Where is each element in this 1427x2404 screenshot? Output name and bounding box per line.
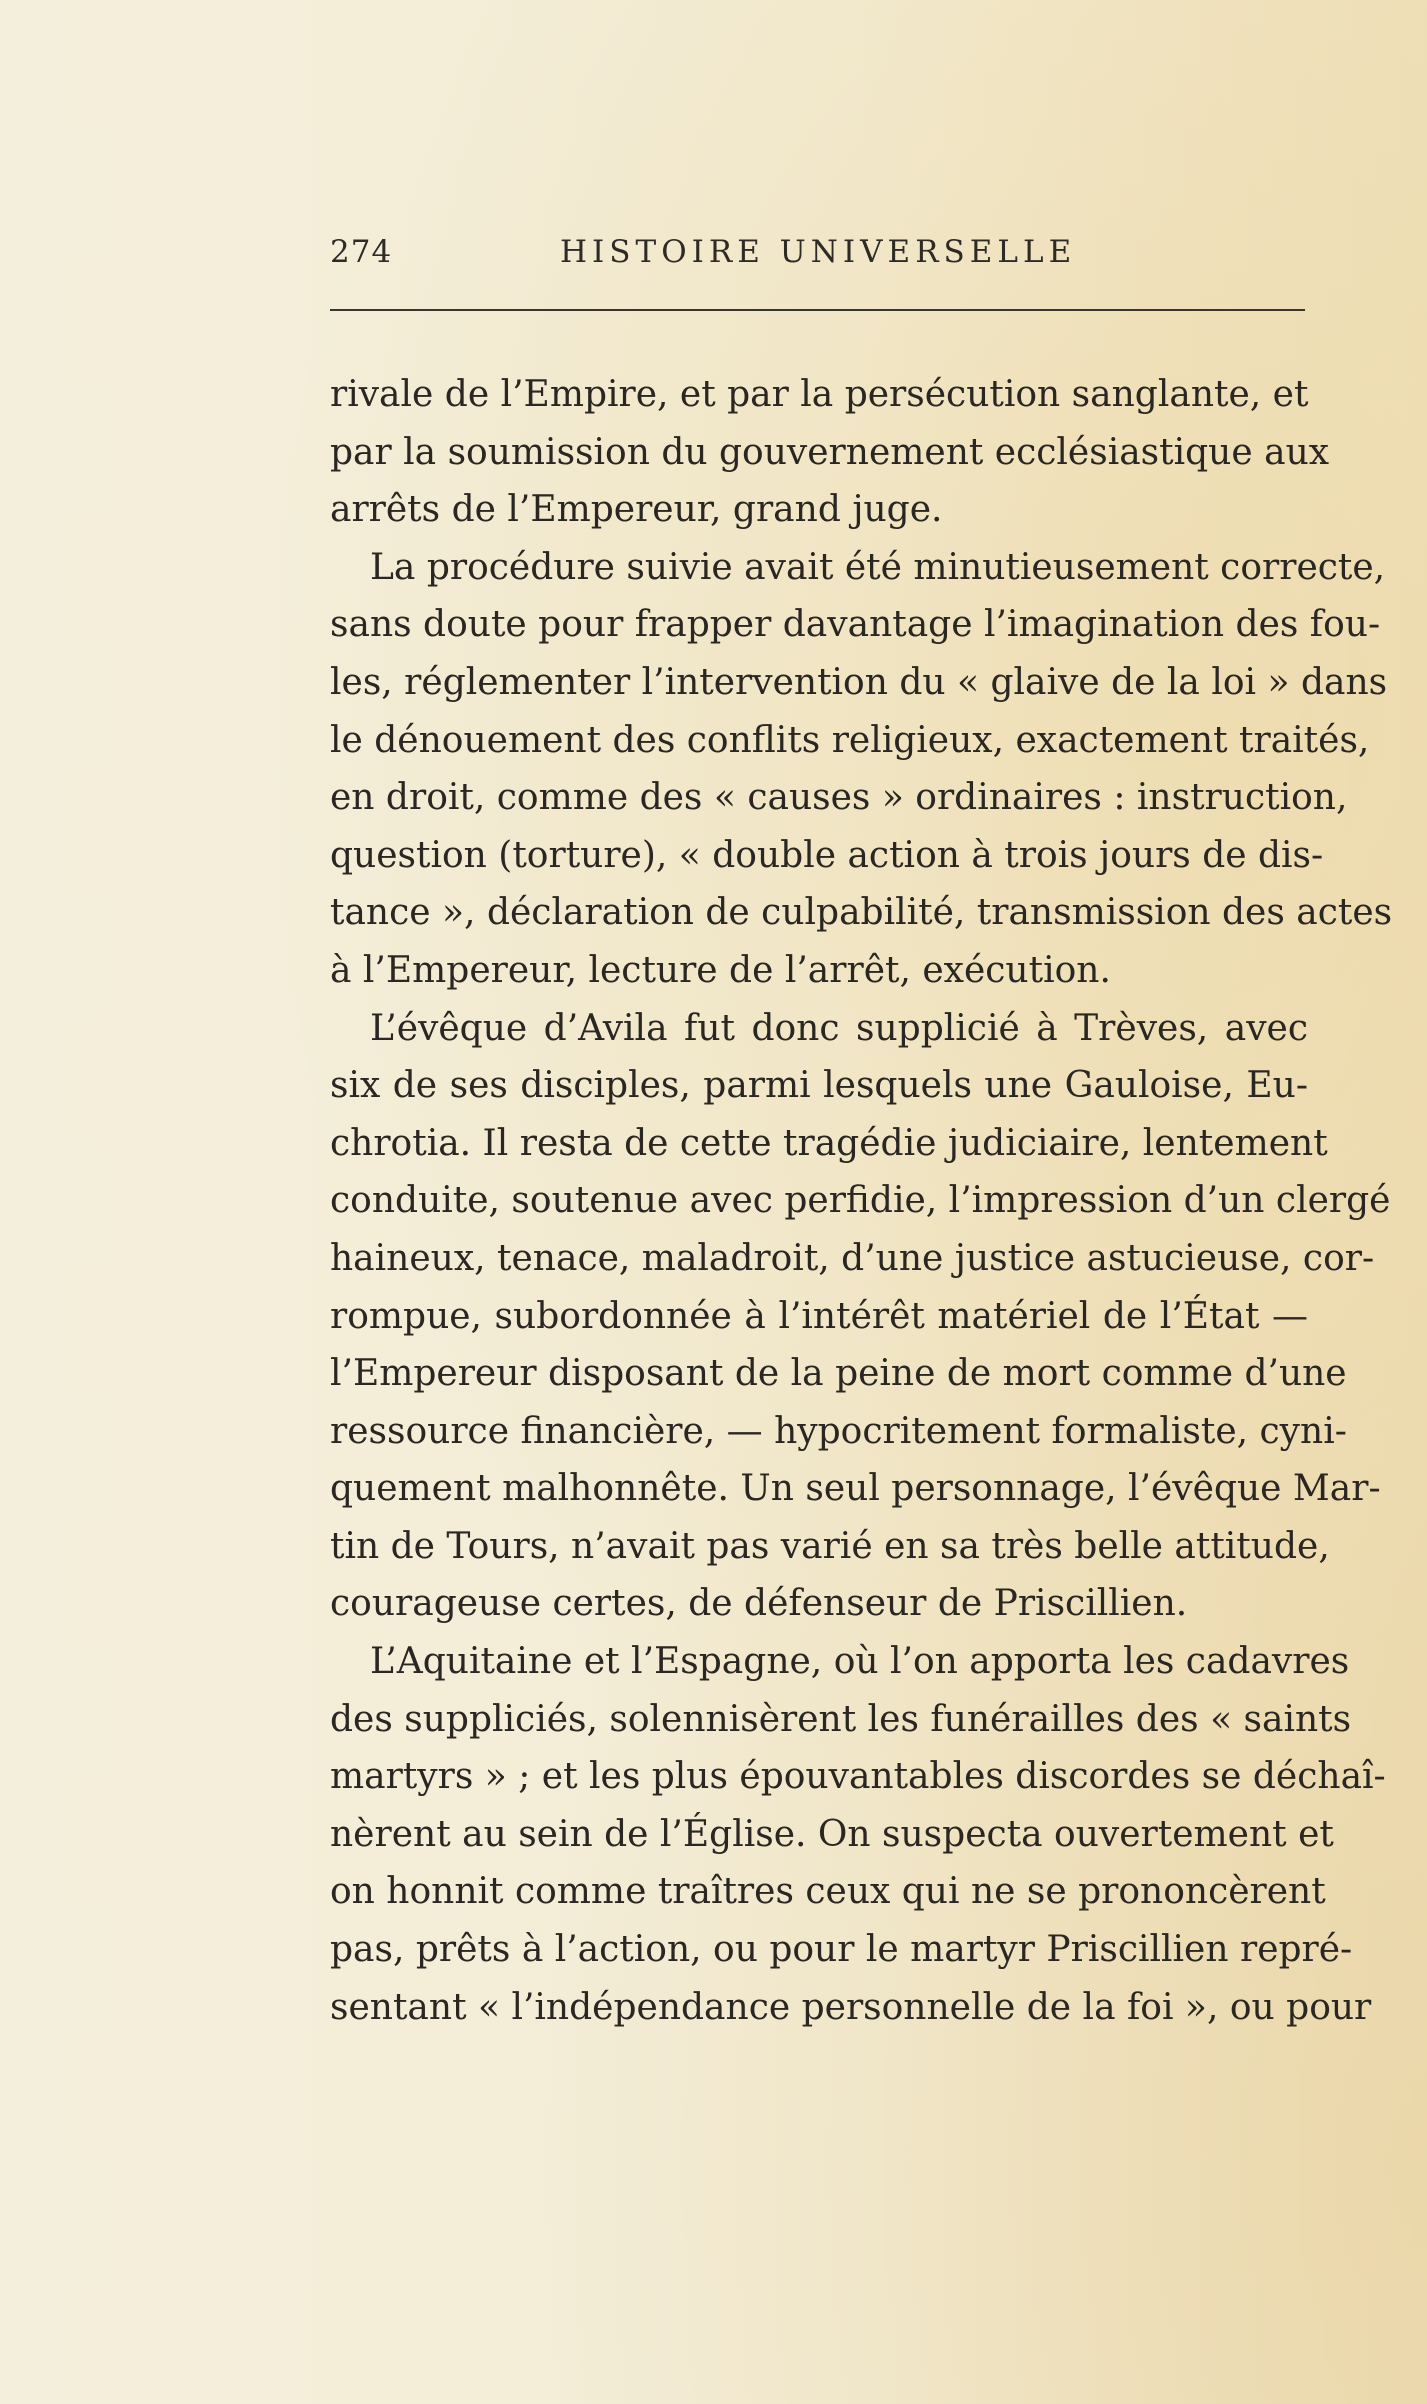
text-line: nèrent au sein de l’Église. On suspecta ouvertement et [330, 1813, 1334, 1855]
text-line: quement malhonnête. Un seul personnage, l’évêque Mar- [330, 1468, 1381, 1510]
text-line: question (torture), « double action à trois jours de dis- [330, 834, 1324, 876]
text-line: des suppliciés, solennisèrent les funérailles des « saints [330, 1698, 1352, 1740]
text-line: on honnit comme traîtres ceux qui ne se prononcèrent [330, 1871, 1326, 1913]
text-line: les, réglementer l’intervention du « glaive de la loi » dans [330, 661, 1388, 703]
text-line: courageuse certes, de défenseur de Priscillien. [330, 1583, 1188, 1625]
text-line: en droit, comme des « causes » ordinaires : instruction, [330, 777, 1348, 819]
text-line: tin de Tours, n’avait pas varié en sa très belle attitude, [330, 1525, 1330, 1567]
text-line: chrotia. Il resta de cette tragédie judiciaire, lentement [330, 1122, 1328, 1164]
text-line: ressource financière, — hypocritement formaliste, cyni- [330, 1410, 1347, 1452]
text-line: sentant « l’indépendance personnelle de la foi », ou pour [330, 1986, 1372, 2028]
text-line: l’Empereur disposant de la peine de mort comme d’une [330, 1353, 1347, 1395]
text-line: martyrs » ; et les plus épouvantables discordes se déchaî- [330, 1756, 1386, 1798]
text-line: conduite, soutenue avec perfidie, l’impression d’un clergé [330, 1180, 1391, 1222]
text-line: le dénouement des conflits religieux, exactement traités, [330, 719, 1370, 761]
running-head [330, 234, 1310, 282]
text-line: La procédure suivie avait été minutieusement correcte, [370, 546, 1386, 588]
text-line: tance », déclaration de culpabilité, transmission des actes [330, 892, 1393, 934]
text-line: à l’Empereur, lecture de l’arrêt, exécution. [330, 949, 1111, 991]
text-line: par la soumission du gouvernement ecclésiastique aux [330, 431, 1330, 473]
text-line: rivale de l’Empire, et par la persécution sanglante, et [330, 374, 1309, 415]
text-line: L’évêque d’Avila fut donc supplicié à Trèves, avec [370, 1007, 1308, 1049]
page-number: 274 [330, 234, 393, 270]
text-line: arrêts de l’Empereur, grand juge. [330, 489, 943, 531]
body-text [330, 366, 1393, 2036]
header-rule [330, 309, 1305, 311]
text-line: haineux, tenace, maladroit, d’une justice astucieuse, cor- [330, 1237, 1375, 1279]
text-line: six de ses disciples, parmi lesquels une Gauloise, Eu- [330, 1065, 1308, 1107]
running-title: HISTOIRE UNIVERSELLE [560, 234, 1077, 270]
text-line: L’Aquitaine et l’Espagne, où l’on apporta les cadavres [370, 1641, 1350, 1683]
text-line: sans doute pour frapper davantage l’imagination des fou- [330, 604, 1381, 646]
text-line: pas, prêts à l’action, ou pour le martyr Priscillien repré- [330, 1929, 1353, 1971]
text-line: rompue, subordonnée à l’intérêt matériel de l’État — [330, 1295, 1308, 1337]
